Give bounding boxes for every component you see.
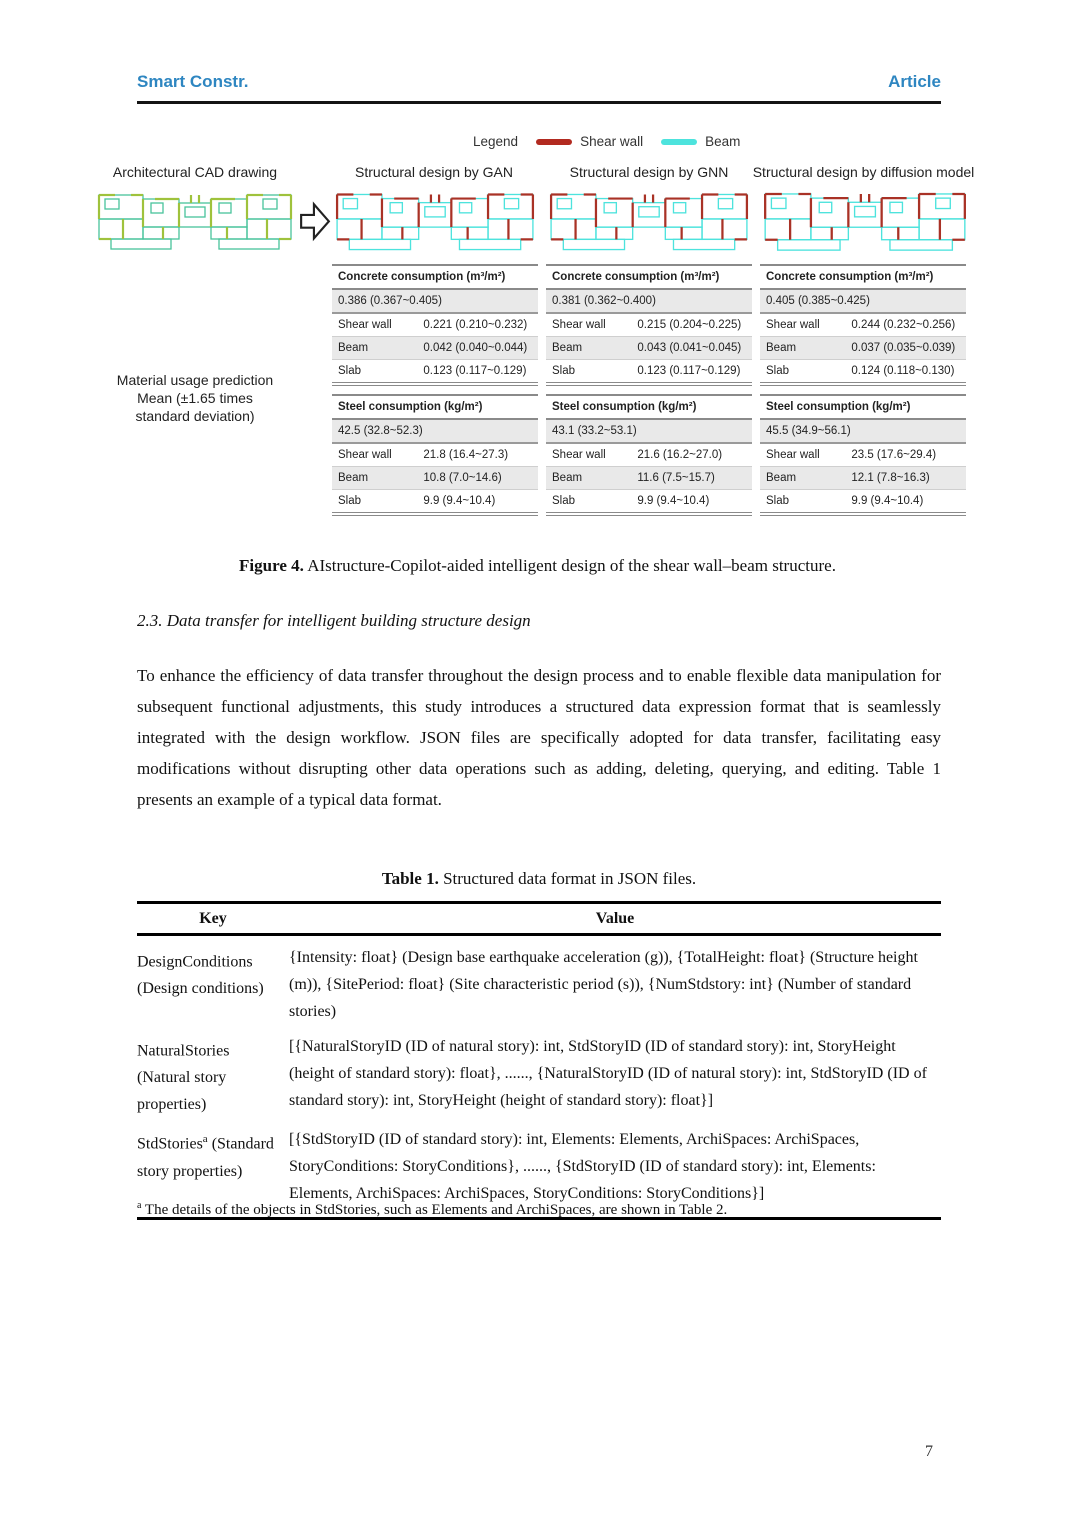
column-title-cad: Architectural CAD drawing xyxy=(112,164,278,180)
material-label: Beam xyxy=(552,472,583,484)
figure-caption-label: Figure 4. xyxy=(239,556,304,575)
material-value: 0.043 (0.041~0.045) xyxy=(637,342,742,354)
steel-table-gan xyxy=(332,394,538,516)
material-usage-note-line: standard deviation) xyxy=(135,408,255,424)
table-row xyxy=(546,360,752,382)
article-type-label: Article xyxy=(888,72,941,91)
legend-item-shear-wall xyxy=(536,134,643,149)
shear-wall-label: Shear wall xyxy=(580,134,644,149)
column-title-diffusion: Structural design by diffusion model xyxy=(752,164,975,180)
page-number: 7 xyxy=(925,1443,933,1460)
table-row xyxy=(760,314,966,337)
table-row xyxy=(760,467,966,490)
row-key-desc: (Design conditions) xyxy=(137,980,264,998)
material-value: 0.221 (0.210~0.232) xyxy=(423,319,528,331)
table-row xyxy=(546,314,752,337)
material-value: 9.9 (9.4~10.4) xyxy=(423,495,496,507)
material-value: 11.6 (7.5~15.7) xyxy=(637,472,715,484)
row-value: {Intensity: float} (Design base earthquake acceleration (g)), {TotalHeight: float} (Structure height (m)), {SitePeriod: float} (Site characteristic period (s)), {NumStdstory: int} (Number of standard stories) xyxy=(289,949,918,1020)
material-value: 0.244 (0.232~0.256) xyxy=(851,319,956,331)
figure-caption-text: AIstructure-Copilot-aided intelligent design of the shear wall–beam structure. xyxy=(303,556,836,575)
row-value: [{StdStoryID (ID of standard story): int, Elements: Elements, ArchiSpaces: ArchiSpaces, StoryConditions: StoryConditions}, ......, {StdStoryID (ID of standard story): int, Elements: Elements, ArchiSpaces: ArchiSpaces, StoryConditions: StoryConditions}] xyxy=(289,1131,876,1203)
material-label: Beam xyxy=(766,342,797,354)
material-value: 10.8 (7.0~14.6) xyxy=(423,472,502,484)
material-value: 0.124 (0.118~0.130) xyxy=(851,365,955,377)
column-title-gnn: Structural design by GNN xyxy=(569,164,729,180)
material-label: Beam xyxy=(338,472,369,484)
body-paragraph: To enhance the efficiency of data transfer throughout the design process and to enable flexible data manipulation for subsequent functional adjustments, this study introduces a structured data expression format that is seamlessly integrated with the design workflow. JSON files are specifically adopted for data transfer, facilitating easy modifications without disrupting other data operations such as adding, deleting, querying, and editing. Table 1 presents an example of a typical data format. xyxy=(137,666,941,809)
material-label: Slab xyxy=(766,365,790,377)
diffusion-design-image xyxy=(761,186,969,256)
table1-caption-label: Table 1. xyxy=(381,869,439,888)
total-row: 0.381 (0.362~0.400) xyxy=(546,290,752,314)
figure-4 xyxy=(95,128,980,548)
table-row xyxy=(332,314,538,337)
legend-label: Legend xyxy=(473,134,519,149)
table-row xyxy=(332,360,538,382)
gan-design-image xyxy=(333,186,537,256)
table-row xyxy=(332,444,538,467)
material-usage-note-line: Mean (±1.65 times xyxy=(137,390,253,406)
row-key-name: DesignConditions xyxy=(137,953,253,971)
row-value: [{NaturalStoryID (ID of natural story): int, StdStoryID (ID of standard story): int, StoryHeight (height of standard story): float}, ......, {NaturalStoryID (ID of natural story): int, StdStoryID (ID of standard story): int, StoryHeight (height of standard story): float}] xyxy=(289,1038,927,1109)
material-label: Slab xyxy=(552,495,576,507)
material-label: Beam xyxy=(338,342,369,354)
material-value: 0.215 (0.204~0.225) xyxy=(637,319,742,331)
diffusion-tables xyxy=(760,264,966,524)
transform-arrow-icon xyxy=(299,200,331,242)
total-row: 43.1 (33.2~53.1) xyxy=(546,420,752,444)
legend xyxy=(473,134,740,149)
beam-label: Beam xyxy=(705,134,741,149)
material-value: 0.037 (0.035~0.039) xyxy=(851,342,956,354)
mini-table-header: Steel consumption (kg/m²) xyxy=(546,396,752,420)
row-key-name: NaturalStories xyxy=(137,1042,230,1060)
material-label: Beam xyxy=(552,342,583,354)
table1-caption xyxy=(137,869,941,889)
total-row: 42.5 (32.8~52.3) xyxy=(332,420,538,444)
gnn-design-image xyxy=(547,186,751,256)
material-value: 12.1 (7.8~16.3) xyxy=(851,472,930,484)
table-row xyxy=(546,337,752,360)
material-value: 0.123 (0.117~0.129) xyxy=(423,365,527,377)
journal-name: Smart Constr. xyxy=(137,72,249,91)
table-row xyxy=(546,490,752,512)
material-value: 0.123 (0.117~0.129) xyxy=(637,365,741,377)
legend-item-beam xyxy=(661,134,740,149)
material-label: Shear wall xyxy=(338,319,392,331)
shear-wall-swatch xyxy=(536,139,572,145)
row-key-name: StdStories xyxy=(137,1135,203,1153)
row-key-desc: (Standard story properties) xyxy=(137,1135,274,1180)
mini-table-header: Concrete consumption (m³/m²) xyxy=(760,266,966,290)
gnn-tables xyxy=(546,264,752,524)
page-header xyxy=(137,72,941,104)
material-value: 9.9 (9.4~10.4) xyxy=(637,495,710,507)
footnote-text: The details of the objects in StdStories, such as Elements and ArchiSpaces, are shown in Table 2. xyxy=(141,1202,728,1218)
material-label: Slab xyxy=(766,495,790,507)
table1-body xyxy=(137,936,941,1220)
material-label: Slab xyxy=(338,495,362,507)
table-row xyxy=(546,467,752,490)
cad-drawing-image xyxy=(95,186,295,256)
concrete-table-gan xyxy=(332,264,538,386)
table-row xyxy=(332,337,538,360)
material-usage-note-line: Material usage prediction xyxy=(116,372,274,388)
footnote-sup: a xyxy=(137,1200,142,1211)
row-key xyxy=(137,1029,289,1122)
table1-header-row xyxy=(137,904,941,936)
table-row xyxy=(332,490,538,512)
material-label: Slab xyxy=(338,365,362,377)
row-key xyxy=(137,940,289,1029)
material-value: 21.6 (16.2~27.0) xyxy=(637,449,723,461)
figure-caption xyxy=(95,556,980,576)
table1-footnote xyxy=(137,1196,941,1220)
mini-table-header: Steel consumption (kg/m²) xyxy=(760,396,966,420)
steel-table-gnn xyxy=(546,394,752,516)
table1-caption-text: Structured data format in JSON files. xyxy=(438,869,697,888)
total-row: 0.405 (0.385~0.425) xyxy=(760,290,966,314)
table-row xyxy=(137,1029,941,1122)
material-value: 9.9 (9.4~10.4) xyxy=(851,495,924,507)
table-row xyxy=(760,360,966,382)
table-row xyxy=(760,337,966,360)
material-label: Shear wall xyxy=(766,319,820,331)
value-column-header: Value xyxy=(595,910,635,927)
mini-table-header: Concrete consumption (m³/m²) xyxy=(546,266,752,290)
material-value: 21.8 (16.4~27.3) xyxy=(423,449,509,461)
total-row: 45.5 (34.9~56.1) xyxy=(760,420,966,444)
material-usage-note xyxy=(107,371,283,425)
table-row xyxy=(137,940,941,1029)
mini-table-header: Concrete consumption (m³/m²) xyxy=(332,266,538,290)
concrete-table-gnn xyxy=(546,264,752,386)
row-key-sup: a xyxy=(202,1133,208,1146)
table-row xyxy=(332,467,538,490)
material-label: Slab xyxy=(552,365,576,377)
key-column-header: Key xyxy=(199,910,227,927)
table-row xyxy=(760,444,966,467)
concrete-table-diffusion xyxy=(760,264,966,386)
section-heading: 2.3. Data transfer for intelligent building structure design xyxy=(137,611,531,630)
material-label: Shear wall xyxy=(552,319,606,331)
material-label: Beam xyxy=(766,472,797,484)
material-label: Shear wall xyxy=(338,449,392,461)
table-row xyxy=(546,444,752,467)
material-value: 23.5 (17.6~29.4) xyxy=(851,449,937,461)
gan-tables xyxy=(332,264,538,524)
mini-table-header: Steel consumption (kg/m²) xyxy=(332,396,538,420)
material-value: 0.042 (0.040~0.044) xyxy=(423,342,528,354)
material-label: Shear wall xyxy=(766,449,820,461)
table-row xyxy=(760,490,966,512)
total-row: 0.386 (0.367~0.405) xyxy=(332,290,538,314)
beam-swatch xyxy=(661,139,697,145)
column-title-gan: Structural design by GAN xyxy=(355,164,513,180)
table1 xyxy=(137,901,941,1220)
material-label: Shear wall xyxy=(552,449,606,461)
row-key-desc: (Natural story properties) xyxy=(137,1069,227,1114)
steel-table-diffusion xyxy=(760,394,966,516)
